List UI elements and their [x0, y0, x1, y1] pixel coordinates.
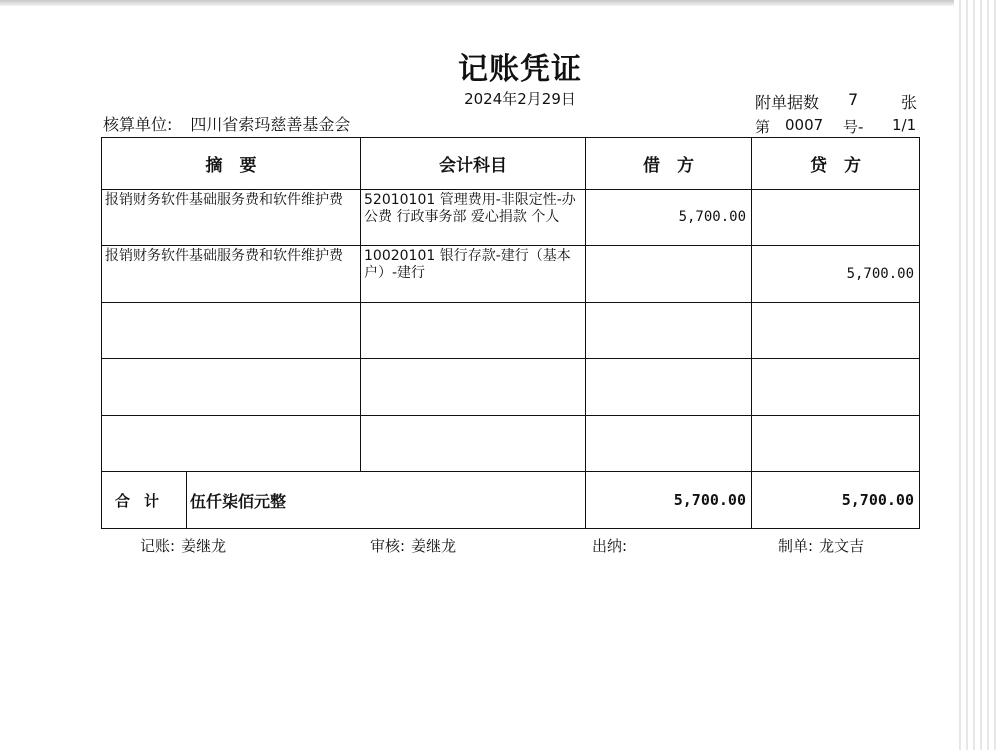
total-label: 合计: [102, 472, 187, 529]
bookkeeper-signature: [140, 535, 226, 556]
cashier-label: 出纳:: [592, 537, 628, 555]
table-row: [102, 302, 920, 359]
account-cell: [361, 302, 586, 359]
header-debit: 借 方: [586, 138, 752, 190]
voucher-title: 记账凭证: [458, 52, 582, 87]
bookkeeper-label: 记账:: [140, 537, 176, 555]
table-row: [102, 415, 920, 472]
credit-cell: [752, 415, 920, 472]
summary-cell: [102, 246, 361, 303]
table-row: [102, 246, 920, 303]
credit-cell: [752, 302, 920, 359]
debit-cell: [586, 246, 752, 303]
attachments-count-line: [755, 90, 920, 113]
table-row: [102, 189, 920, 246]
total-credit: 5,700.00: [752, 472, 920, 529]
voucher-number: 0007: [785, 116, 824, 134]
credit-cell: [752, 189, 920, 246]
preparer-signature: [778, 535, 864, 556]
attachments-label: 附单据数: [755, 93, 820, 112]
attachments-unit: 张: [901, 93, 918, 112]
preparer-name: 龙文吉: [819, 537, 865, 555]
header-summary: 摘 要: [102, 138, 361, 190]
preparer-label: 制单:: [778, 537, 814, 555]
total-debit: 5,700.00: [586, 472, 752, 529]
credit-cell: 5,700.00: [752, 246, 920, 303]
credit-cell: [752, 359, 920, 416]
header-credit: 贷 方: [752, 138, 920, 190]
voucher-table: [101, 137, 920, 529]
summary-text: 报销财务软件基础服务费和软件维护费: [105, 248, 343, 265]
summary-cell: [102, 415, 361, 472]
debit-cell: [586, 415, 752, 472]
scan-page-edges: [954, 0, 1000, 750]
account-cell: [361, 189, 586, 246]
table-header-row: [102, 138, 920, 190]
summary-cell: [102, 359, 361, 416]
account-text: 10020101 银行存款-建行（基本户）-建行: [364, 248, 571, 282]
reviewer-signature: [370, 535, 456, 556]
debit-cell: [586, 359, 752, 416]
voucher-date: 2024年2月29日: [464, 90, 576, 108]
accounting-unit: [103, 112, 350, 135]
number-suffix: 号-: [843, 118, 864, 136]
summary-cell: [102, 302, 361, 359]
summary-cell: [102, 189, 361, 246]
page-indicator: 1/1: [892, 116, 917, 134]
unit-name: 四川省索玛慈善基金会: [190, 115, 351, 134]
debit-cell: 5,700.00: [586, 189, 752, 246]
account-text: 52010101 管理费用-非限定性-办公费 行政事务部 爱心捐款 个人: [364, 191, 576, 225]
bookkeeper-name: 姜继龙: [181, 537, 227, 555]
header-account: 会计科目: [361, 138, 586, 190]
total-amount-in-words: 伍仟柒佰元整: [187, 472, 586, 529]
summary-text: 报销财务软件基础服务费和软件维护费: [105, 191, 343, 208]
table-row: [102, 359, 920, 416]
reviewer-label: 审核:: [370, 537, 406, 555]
account-cell: [361, 415, 586, 472]
number-label: 第: [755, 118, 771, 136]
account-cell: [361, 359, 586, 416]
debit-cell: [586, 302, 752, 359]
attachments-count: 7: [848, 90, 859, 109]
scan-top-edge: [0, 0, 1000, 6]
unit-label: 核算单位:: [103, 115, 173, 134]
total-row: [102, 472, 920, 529]
account-cell: [361, 246, 586, 303]
reviewer-name: 姜继龙: [411, 537, 457, 555]
cashier-signature: [592, 535, 633, 556]
